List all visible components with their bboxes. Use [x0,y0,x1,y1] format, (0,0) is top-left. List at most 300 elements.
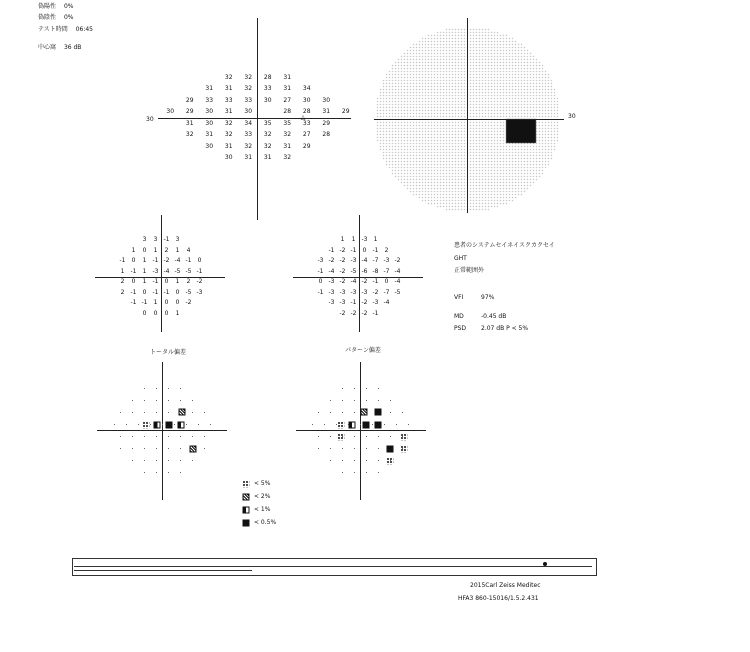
gaze-marker [543,562,547,566]
threshold-grid-cell: 30 [263,96,272,104]
fovea-value: 36 dB [63,44,82,51]
prob-dot [354,400,355,401]
pattern-grid-cell: -2 [361,299,368,307]
false-positive-label: 偽陽性 [38,3,57,10]
pattern-grid-cell: -3 [383,257,390,265]
pattern-grid-cell: -3 [361,288,368,296]
prob-dot [366,388,367,389]
total-grid-cell: 1 [131,246,136,254]
prob-dot [156,448,157,449]
prob-dot [342,460,343,461]
pattern-grid-cell: -1 [372,309,379,317]
total-grid-cell: 1 [142,257,147,265]
pattern-grid-cell: -1 [328,246,335,254]
threshold-grid-cell: 29 [341,108,350,116]
total-grid-cell: -1 [119,257,126,265]
pattern-grid-cell: -4 [350,278,357,286]
prob-dot [174,424,175,425]
legend-label: < 5% [254,480,271,487]
threshold-grid-cell: 33 [224,96,233,104]
total-grid-cell: -1 [185,257,192,265]
prob-dot [354,388,355,389]
threshold-grid-cell: 32 [244,142,253,150]
total-grid-cell: -1 [130,267,137,275]
pattern-grid-cell: -4 [394,267,401,275]
pattern-grid-cell: -7 [372,257,379,265]
prob-dots-symbol [338,434,345,441]
threshold-grid-cell: 33 [302,119,311,127]
pattern-grid-cell: -4 [328,267,335,275]
legend-check-icon [243,494,250,501]
false-positive-line [38,4,73,10]
false-negative-label: 偽陰性 [38,14,57,21]
prob-dot [144,388,145,389]
threshold-grid-cell: 31 [224,85,233,93]
false-negative-line [38,15,73,21]
prob-dot [132,412,133,413]
prob-dot [168,388,169,389]
prob-dot [384,424,385,425]
prob-dot [132,448,133,449]
pattern-prob-x-axis [296,430,426,431]
prob-dot [180,388,181,389]
prob-dot [378,448,379,449]
prob-dot [132,436,133,437]
total-grid-cell: 1 [142,278,147,286]
prob-black-symbol [166,422,173,429]
prob-dot [144,472,145,473]
threshold-grid-cell: 31 [283,85,292,93]
prob-dot [318,412,319,413]
prob-dot [330,460,331,461]
prob-dot [354,472,355,473]
vfi-label: VFI [454,294,464,301]
total-grid-cell: 1 [175,309,180,317]
prob-dot [192,412,193,413]
threshold-grid-cell: 28 [263,73,272,81]
threshold-grid-cell: 31 [283,142,292,150]
pattern-grid-cell: -2 [328,257,335,265]
prob-dot [378,436,379,437]
prob-dot [342,400,343,401]
threshold-y-axis [257,18,258,220]
threshold-grid-cell: 32 [224,131,233,139]
pattern-grid-cell: -3 [372,299,379,307]
threshold-grid-cell: 28 [302,108,311,116]
total-deviation-title: トータル偏差 [150,349,187,356]
prob-dot [144,460,145,461]
pattern-grid-cell: -3 [328,288,335,296]
threshold-grid-cell: 31 [185,119,194,127]
threshold-axis-label-left: 30 [146,116,154,123]
psd-label: PSD [454,325,467,332]
pattern-grid-cell: -4 [361,257,368,265]
prob-dot [330,400,331,401]
pattern-dev-x-axis [293,277,423,278]
test-time-label: テスト時間 [38,26,68,33]
pattern-grid-cell: -3 [350,288,357,296]
pattern-grid-cell: -2 [339,278,346,286]
total-grid-cell: 0 [131,278,136,286]
threshold-grid-cell: 31 [224,142,233,150]
prob-dot [204,436,205,437]
prob-dot [324,424,325,425]
threshold-grid-cell: 31 [205,131,214,139]
threshold-grid-cell: 29 [185,108,194,116]
legend-label: < 0.5% [254,519,277,526]
pattern-grid-cell: -5 [350,267,357,275]
legend-label: < 2% [254,493,271,500]
total-grid-cell: -3 [196,288,203,296]
prob-dot [168,412,169,413]
total-grid-cell: 2 [120,278,125,286]
total-grid-cell: 2 [164,246,169,254]
prob-dot [330,448,331,449]
prob-dots-symbol [401,434,408,441]
prob-dot [120,412,121,413]
prob-dot [402,412,403,413]
total-grid-cell: -1 [152,278,159,286]
total-grid-cell: -1 [130,288,137,296]
threshold-grid-cell: 33 [205,96,214,104]
total-grid-cell: 0 [164,299,169,307]
threshold-grid-cell: 30 [166,108,175,116]
prob-black-symbol [375,422,382,429]
pattern-prob-y-axis [360,362,361,500]
prob-dot [144,400,145,401]
legend-dots-icon [243,481,250,488]
total-grid-cell: -4 [174,257,181,265]
prob-dot [168,400,169,401]
prob-dot [390,412,391,413]
prob-dot [180,436,181,437]
test-time-value: 06:45 [75,26,93,33]
pattern-grid-cell: -1 [350,299,357,307]
threshold-grid-cell: 30 [302,96,311,104]
device-model-text: HFA3 860-15016/1.5.2.431 [458,595,539,602]
legend-black-icon [243,520,250,527]
prob-dot [318,436,319,437]
total-grid-cell: 1 [153,246,158,254]
prob-dot [366,472,367,473]
prob-dot [318,448,319,449]
threshold-grid-cell: 30 [322,96,331,104]
prob-dot [156,400,157,401]
total-grid-cell: 0 [153,309,158,317]
total-grid-cell: -2 [196,278,203,286]
total-grid-cell: -5 [185,288,192,296]
prob-dot [156,472,157,473]
prob-dot [180,460,181,461]
pattern-grid-cell: 0 [362,246,367,254]
prob-check-symbol [190,446,197,453]
threshold-grid-cell: 32 [283,131,292,139]
threshold-grid-cell: 30 [205,108,214,116]
total-dev-y-axis [161,215,162,332]
total-grid-cell: -2 [185,299,192,307]
prob-dot [138,424,139,425]
pattern-grid-cell: -2 [350,309,357,317]
threshold-grid-cell: 31 [283,73,292,81]
total-grid-cell: -5 [174,267,181,275]
prob-half-symbol [178,422,185,429]
pattern-grid-cell: -2 [339,246,346,254]
false-negative-value: 0% [63,14,74,21]
pattern-grid-cell: -2 [394,257,401,265]
prob-dot [330,412,331,413]
prob-dot [162,424,163,425]
copyright-text: 2015Carl Zeiss Meditec [470,582,541,589]
total-grid-cell: 2 [186,278,191,286]
prob-dot [132,400,133,401]
threshold-grid-cell: 32 [283,154,292,162]
pattern-grid-cell: -1 [350,246,357,254]
prob-dot [354,412,355,413]
prob-dot [192,436,193,437]
threshold-grid-cell: 27 [302,131,311,139]
prob-dot [180,472,181,473]
threshold-grid-cell: 30 [205,119,214,127]
prob-dot [144,448,145,449]
pattern-grid-cell: 0 [318,278,323,286]
false-positive-value: 0% [63,3,74,10]
pattern-grid-cell: 0 [384,278,389,286]
total-grid-cell: -1 [130,299,137,307]
total-grid-cell: -1 [152,257,159,265]
prob-dot [366,400,367,401]
pattern-grid-cell: -2 [372,288,379,296]
pattern-grid-cell: -4 [383,299,390,307]
prob-dots-symbol [143,422,150,429]
total-grid-cell: 0 [164,309,169,317]
total-grid-cell: -5 [185,267,192,275]
prob-dot [342,412,343,413]
prob-dot [144,412,145,413]
prob-dot [192,400,193,401]
total-grid-cell: 2 [120,288,125,296]
prob-dot [204,448,205,449]
threshold-grid-cell: 29 [185,96,194,104]
threshold-grid-cell: 29 [322,119,331,127]
pattern-grid-cell: -2 [361,309,368,317]
gaze-tracking-strip [72,558,597,576]
pattern-grid-cell: 1 [351,236,356,244]
total-grid-cell: 0 [175,299,180,307]
prob-dot [144,436,145,437]
total-grid-cell: -3 [152,267,159,275]
prob-half-symbol [154,422,161,429]
legend-half-icon [243,507,250,514]
threshold-grid-cell: 32 [224,73,233,81]
threshold-grid-cell: 34 [302,85,311,93]
gaze-trace [74,570,252,571]
total-grid-cell: 1 [153,299,158,307]
ght-label: GHT [454,255,467,262]
threshold-grid-cell: 32 [263,142,272,150]
prob-dot [132,460,133,461]
total-grid-cell: -1 [152,288,159,296]
prob-black-symbol [387,446,394,453]
pattern-grid-cell: -2 [339,267,346,275]
total-grid-cell: 3 [175,236,180,244]
total-grid-cell: 1 [142,267,147,275]
total-grid-cell: -1 [163,288,170,296]
greyscale-x-axis [374,119,564,120]
pattern-grid-cell: -3 [361,236,368,244]
threshold-grid-cell: 35 [263,119,272,127]
threshold-grid-cell: 31 [224,108,233,116]
pattern-grid-cell: -7 [383,267,390,275]
total-grid-cell: -1 [163,236,170,244]
total-grid-cell: -1 [141,299,148,307]
total-grid-cell: 0 [164,278,169,286]
prob-dot [168,436,169,437]
pattern-grid-cell: -6 [361,267,368,275]
pattern-grid-cell: -4 [394,278,401,286]
pattern-grid-cell: -3 [328,278,335,286]
pattern-grid-cell: -2 [339,309,346,317]
gaze-baseline [74,566,592,567]
prob-dot [156,388,157,389]
prob-dots-symbol [401,446,408,453]
prob-dot [366,460,367,461]
prob-dot [186,424,187,425]
ght-result: 正常範囲外 [454,267,485,274]
pattern-grid-cell: -1 [372,246,379,254]
prob-dot [378,388,379,389]
pattern-grid-cell: -1 [317,288,324,296]
prob-dot [204,412,205,413]
prob-dot [360,424,361,425]
prob-dot [156,436,157,437]
total-grid-cell: 1 [120,267,125,275]
threshold-grid-cell: 30 [224,154,233,162]
threshold-grid-cell: 29 [302,142,311,150]
pattern-deviation-title: パターン偏差 [345,347,381,354]
pattern-grid-cell: -1 [372,278,379,286]
prob-dot [210,424,211,425]
vfi-value: 97% [481,294,495,301]
threshold-grid-cell: 33 [244,131,253,139]
md-label: MD [454,313,464,320]
total-grid-cell: -2 [163,257,170,265]
prob-dot [192,460,193,461]
total-grid-cell: 0 [142,246,147,254]
fovea-line [38,45,81,51]
prob-dot [378,460,379,461]
md-value: -0.45 dB [481,313,507,320]
threshold-grid-cell: 28 [322,131,331,139]
total-grid-cell: 4 [186,246,191,254]
total-grid-cell: 3 [142,236,147,244]
total-grid-cell: 0 [142,309,147,317]
total-grid-cell: 1 [175,246,180,254]
pattern-grid-cell: 1 [373,236,378,244]
pattern-grid-cell: -3 [339,288,346,296]
pattern-grid-cell: -3 [317,257,324,265]
pattern-grid-cell: -2 [361,278,368,286]
prob-dot [180,448,181,449]
prob-dot [168,448,169,449]
prob-dot [378,400,379,401]
prob-black-symbol [375,409,382,416]
blind-spot-icon: △ [300,114,306,121]
total-grid-cell: 0 [175,288,180,296]
pattern-grid-cell: -2 [339,257,346,265]
test-time-line [38,27,93,33]
prob-dot [330,436,331,437]
prob-dot [354,448,355,449]
fovea-label: 中心窩 [38,44,57,51]
prob-dot [114,424,115,425]
greyscale-y-axis [467,18,468,213]
prob-dot [342,472,343,473]
threshold-grid-cell: 32 [244,85,253,93]
legend-label: < 1% [254,506,271,513]
threshold-grid-cell: 28 [283,108,292,116]
prob-dot [378,472,379,473]
threshold-grid-cell: 32 [185,131,194,139]
threshold-grid-cell: 31 [244,154,253,162]
threshold-grid-cell: 27 [283,96,292,104]
threshold-grid-cell: 32 [244,73,253,81]
pattern-grid-cell: -1 [317,267,324,275]
total-grid-cell: -1 [196,267,203,275]
prob-dot [396,424,397,425]
prob-dot [342,448,343,449]
total-grid-cell: 0 [142,288,147,296]
prob-dot [408,424,409,425]
prob-dot [168,472,169,473]
ght-heading: 患者のシステムセイネイスクカクセイ [454,242,555,249]
prob-dot [342,388,343,389]
total-grid-cell: -4 [163,267,170,275]
prob-half-symbol [349,422,356,429]
threshold-grid-cell: 34 [244,119,253,127]
pattern-grid-cell: 1 [340,236,345,244]
prob-dot [366,448,367,449]
pattern-grid-cell: -7 [383,288,390,296]
prob-dot [372,424,373,425]
threshold-grid-cell: 31 [322,108,331,116]
total-prob-y-axis [162,362,163,500]
prob-dots-symbol [387,458,394,465]
threshold-grid-cell: 33 [263,85,272,93]
pattern-grid-cell: -8 [372,267,379,275]
prob-check-symbol [179,409,186,416]
prob-dot [354,460,355,461]
greyscale-axis-label-right: 30 [568,113,576,120]
prob-dot [156,460,157,461]
prob-dot [366,436,367,437]
prob-dot [390,400,391,401]
prob-dot [126,424,127,425]
prob-dot [156,412,157,413]
threshold-grid-cell: 35 [283,119,292,127]
prob-dot [180,400,181,401]
threshold-grid-cell: 32 [263,131,272,139]
prob-dot [390,436,391,437]
threshold-grid-cell: 30 [205,142,214,150]
prob-check-symbol [361,409,368,416]
threshold-grid-cell: 31 [263,154,272,162]
prob-dot [120,436,121,437]
total-grid-cell: 0 [197,257,202,265]
prob-dot [198,424,199,425]
threshold-grid-cell: 30 [244,108,253,116]
prob-dot [120,448,121,449]
prob-black-symbol [363,422,370,429]
